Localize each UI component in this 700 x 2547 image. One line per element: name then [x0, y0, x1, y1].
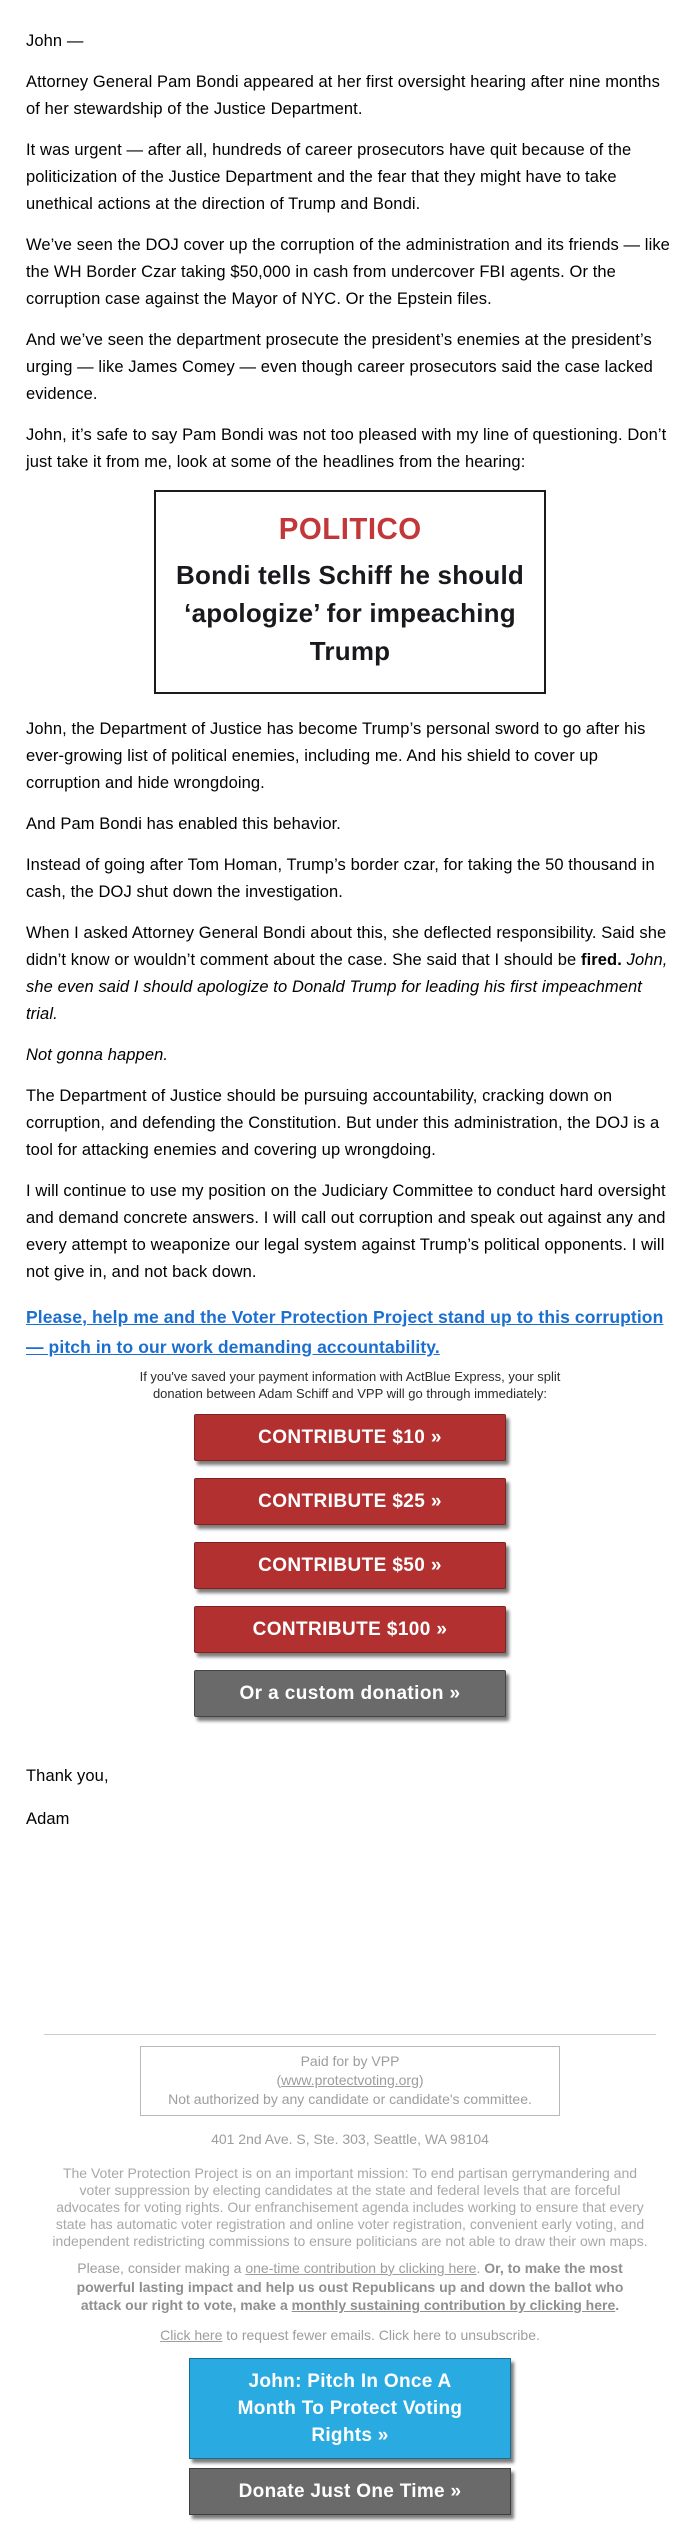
body-paragraph: And we’ve seen the department prosecute the president’s enemies at the president’s urging — like James Comey — even though career prosecutors said the case lacked evidence.	[26, 331, 653, 403]
custom-donation-button[interactable]: Or a custom donation »	[194, 1670, 506, 1717]
body-paragraph: John, the Department of Justice has become Trump’s personal sword to go after his ever-growing list of political enemies, including me. And his shield to cover up corruption and hide wrongdoing.	[26, 720, 646, 792]
pitch-in-link[interactable]: Please, help me and the Voter Protection Project stand up to this corruption — pitch in to our work demanding accountability.	[26, 1307, 664, 1357]
body-paragraph: Not gonna happen.	[26, 1046, 169, 1064]
consider-bold-text: .	[615, 2297, 620, 2313]
consider-text: .	[476, 2260, 485, 2276]
monthly-contribution-link[interactable]: monthly sustaining contribution by clicking here	[291, 2297, 616, 2313]
contribute-10-button[interactable]: CONTRIBUTE $10 »	[194, 1414, 506, 1461]
headline-text: Bondi tells Schiff he should ‘apologize’ for impeaching Trump	[176, 560, 524, 666]
unsubscribe-link[interactable]: Click here	[378, 2326, 442, 2343]
contribute-25-button[interactable]: CONTRIBUTE $25 »	[194, 1478, 506, 1525]
greeting-text: John —	[26, 32, 84, 50]
apologize-italic-text: John, she even said I should apologize to Donald Trump for leading his first impeachment trial.	[26, 951, 668, 1023]
contribute-50-button[interactable]: CONTRIBUTE $50 »	[194, 1542, 506, 1589]
consider-text: Please, consider making a	[77, 2260, 246, 2276]
spacer	[26, 1833, 674, 2034]
fired-bold-text: fired.	[580, 951, 622, 969]
fewer-emails-link[interactable]: Click here	[160, 2326, 223, 2343]
body-paragraph: Attorney General Pam Bondi appeared at her first oversight hearing after nine months of her stewardship of the Justice Department.	[26, 73, 660, 118]
consider-bold-text: Or, to make the most powerful lasting impact and help us oust Republicans up and down the ballot who attack our right to vote, make a	[76, 2260, 624, 2313]
website-line	[151, 2071, 549, 2090]
prefs-text: to request fewer emails.	[222, 2326, 379, 2343]
contribute-100-button[interactable]: CONTRIBUTE $100 »	[194, 1606, 506, 1653]
body-paragraph: Instead of going after Tom Homan, Trump’s border czar, for taking the 50 thousand in cash, the DOJ shut down the investigation.	[26, 856, 655, 901]
news-headline-card	[154, 490, 546, 694]
actblue-express-note: If you've saved your payment information with ActBlue Express, your split donation between Adam Schiff and VPP will go through immediately:	[139, 1369, 561, 1401]
paid-for-line: Paid for by VPP	[300, 2053, 400, 2069]
paid-for-disclaimer-box	[140, 2046, 560, 2116]
address-text: 401 2nd Ave. S, Ste. 303, Seattle, WA 98104	[211, 2131, 489, 2147]
footer	[26, 2046, 674, 2515]
prefs-text: to unsubscribe.	[441, 2326, 540, 2343]
onetime-donate-button[interactable]: Donate Just One Time »	[189, 2468, 511, 2515]
body-paragraph: It was urgent — after all, hundreds of career prosecutors have quit because of the politicization of the Justice Department and the fear that they might have to take unethical actions at the direction of Trump and Bondi.	[26, 141, 632, 213]
body-paragraph: And Pam Bondi has enabled this behavior.	[26, 815, 341, 833]
not-authorized-line: Not authorized by any candidate or candidate's committee.	[168, 2091, 532, 2107]
onetime-contribution-link[interactable]: one-time contribution by clicking here	[245, 2260, 477, 2276]
protectvoting-link[interactable]: www.protectvoting.org	[281, 2072, 419, 2088]
paragraph-text: When I asked Attorney General Bondi about this, she deflected responsibility. Said she didn’t know or wouldn’t comment about the case. She said that I should be	[26, 924, 667, 969]
body-paragraph	[26, 920, 674, 1028]
body-paragraph: We’ve seen the DOJ cover up the corruption of the administration and its friends — like the WH Border Czar taking $50,000 in cash from undercover FBI agents. Or the corruption case against the Mayor of NYC. Or the Epstein files.	[26, 236, 670, 308]
signoff-name: Adam	[26, 1810, 70, 1828]
cta-paragraph	[26, 1302, 674, 1362]
politico-logo: POLITICO	[278, 511, 422, 546]
mission-text: The Voter Protection Project is on an important mission: To end partisan gerrymandering and voter suppression by electing candidates at the state and federal levels that are forceful advocates for voting rights. Our enfranchisement agenda includes working to ensure that every state has automatic voter registration and online voter registration, convenient early voting, and independent redistricting commissions to ensure politicians are not able to draw their own maps.	[52, 2165, 648, 2249]
footer-divider	[44, 2034, 656, 2035]
paren: )	[418, 2072, 424, 2088]
email-preferences-line	[26, 2326, 674, 2345]
monthly-donate-button[interactable]: John: Pitch In Once A Month To Protect Voting Rights »	[189, 2358, 511, 2459]
consider-paragraph	[57, 2259, 643, 2315]
body-paragraph: John, it’s safe to say Pam Bondi was not too pleased with my line of questioning. Don’t just take it from me, look at some of the headlines from the hearing:	[26, 426, 667, 471]
body-paragraph: The Department of Justice should be pursuing accountability, cracking down on corruption, and defending the Constitution. But under this administration, the DOJ is a tool for attacking enemies and covering up wrongdoing.	[26, 1087, 660, 1159]
body-paragraph: I will continue to use my position on the Judiciary Committee to conduct hard oversight and demand concrete answers. I will call out corruption and speak out against any and every attempt to weaponize our legal system against Trump’s political opponents. I will not give in, and not back down.	[26, 1182, 666, 1281]
signoff-thanks: Thank you,	[26, 1767, 109, 1785]
paren: (	[276, 2072, 282, 2088]
